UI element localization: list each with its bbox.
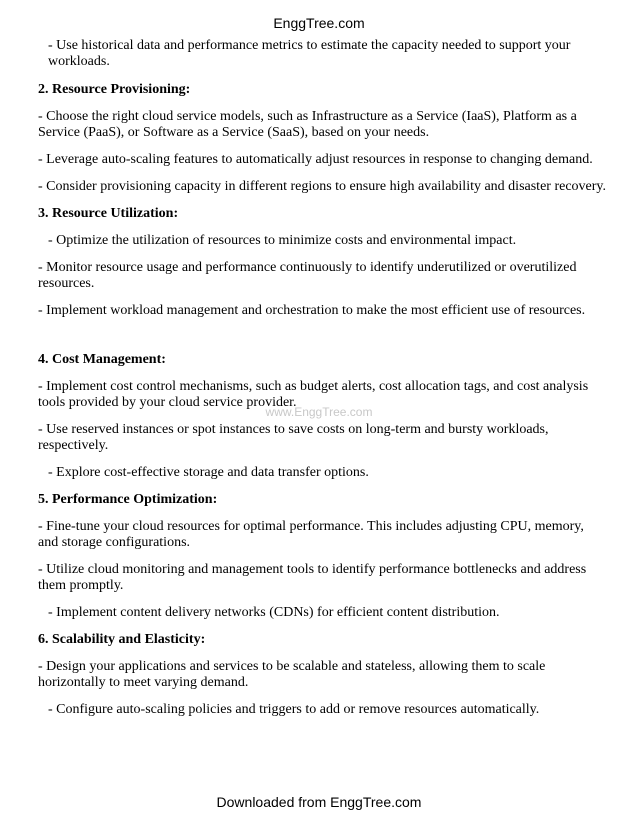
list-item: - Use reserved instances or spot instances to save costs on long-term and bursty workloads, respectively. [38,422,549,453]
list-item: - Implement content delivery networks (CDNs) for efficient content distribution. [48,605,500,620]
section-heading-cost: 4. Cost Management: [38,352,166,367]
list-item: - Leverage auto-scaling features to automatically adjust resources in response to changing demand. [38,152,593,167]
list-item: - Design your applications and services to be scalable and stateless, allowing them to scale horizontally to meet varying demand. [38,659,546,690]
section-heading-provisioning: 2. Resource Provisioning: [38,82,191,97]
list-item: - Implement cost control mechanisms, such as budget alerts, cost allocation tags, and cost analysis tools provided by your cloud service provider. [38,379,589,410]
list-item: - Fine-tune your cloud resources for optimal performance. This includes adjusting CPU, memory, and storage configurations. [38,519,584,550]
list-item: - Utilize cloud monitoring and management tools to identify performance bottlenecks and address them promptly. [38,562,587,593]
list-item: - Optimize the utilization of resources to minimize costs and environmental impact. [48,233,517,248]
watermark: www.EnggTree.com [265,405,373,419]
list-item: - Consider provisioning capacity in different regions to ensure high availability and disaster recovery. [38,179,607,194]
site-footer: Downloaded from EnggTree.com [216,794,422,810]
list-item: - Explore cost-effective storage and data transfer options. [48,465,369,480]
list-item: - Choose the right cloud service models, such as Infrastructure as a Service (IaaS), Platform as a Service (PaaS), or Software as a Service (SaaS), based on your needs. [38,109,577,140]
section-heading-utilization: 3. Resource Utilization: [38,206,179,221]
document-body [38,38,606,718]
list-item: - Configure auto-scaling policies and triggers to add or remove resources automatically. [48,702,540,717]
list-item: - Implement workload management and orchestration to make the most efficient use of resources. [38,303,586,318]
section-heading-scalability: 6. Scalability and Elasticity: [38,632,206,647]
section-heading-performance: 5. Performance Optimization: [38,492,218,507]
site-header: EnggTree.com [273,15,365,31]
intro-bullet: - Use historical data and performance metrics to estimate the capacity needed to support your workloads. [48,38,571,69]
list-item: - Monitor resource usage and performance continuously to identify underutilized or overutilized resources. [38,260,577,291]
